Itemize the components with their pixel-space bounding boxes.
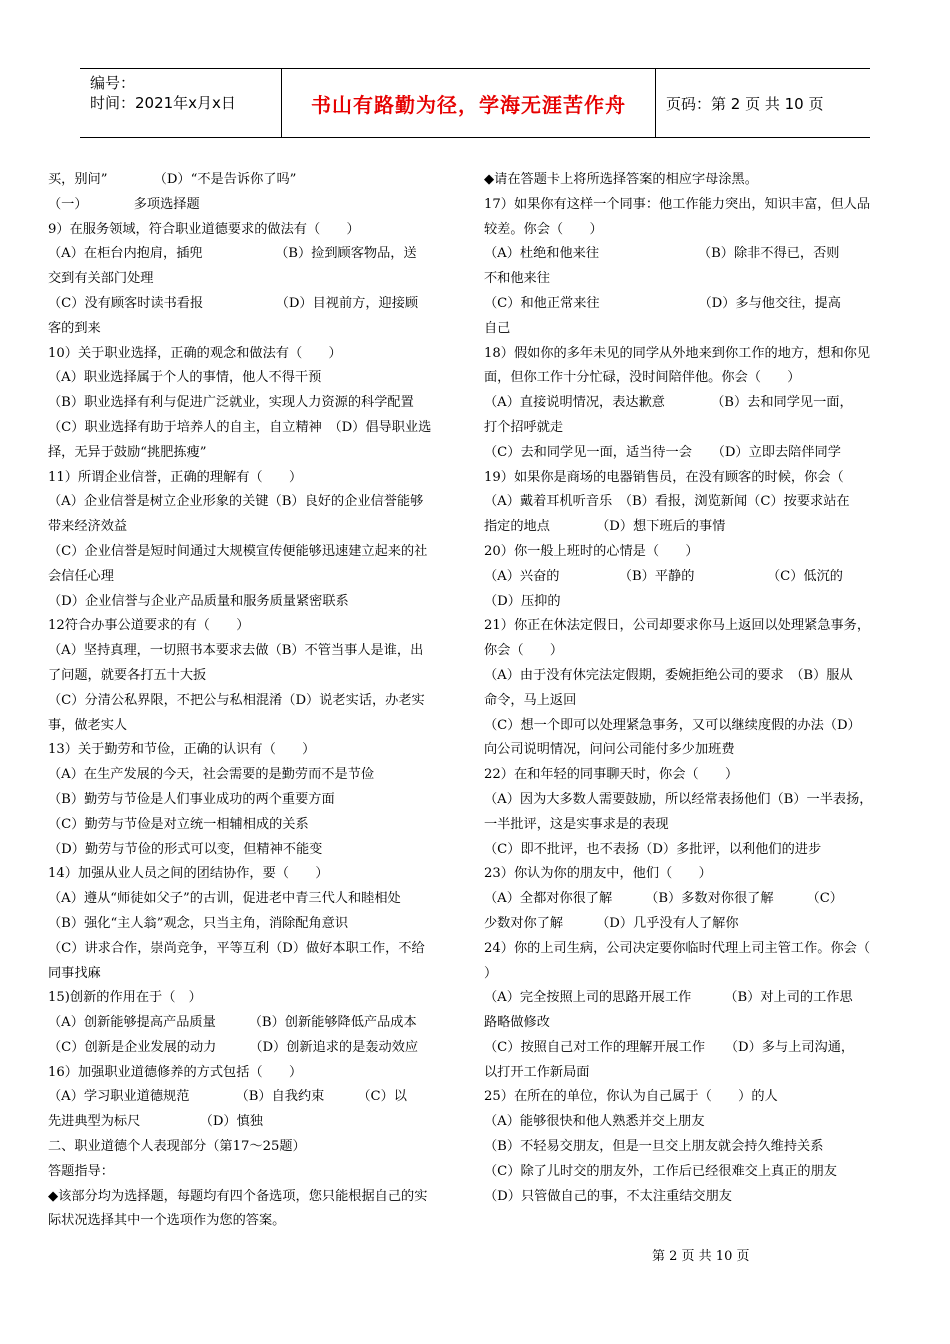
text-line: 会信任心理 xyxy=(48,568,114,584)
text-line: 9）在服务领域，符合职业道德要求的做法有（ ） xyxy=(48,221,360,237)
text-line: 向公司说明情况，问问公司能付多少加班费 xyxy=(484,742,735,758)
text-line: 自己 xyxy=(484,320,511,336)
text-line: （C）勤劳与节俭是对立统一相辅相成的关系 xyxy=(48,816,309,832)
text-line: 你会（ ） xyxy=(484,643,564,659)
text-line: 20）你一般上班时的心情是（ ） xyxy=(484,543,699,559)
left-column xyxy=(48,168,468,1234)
text-line: （A）杜绝和他来往 （B）除非不得已，否则 xyxy=(484,246,840,262)
text-line: （一） 多项选择题 xyxy=(48,196,200,212)
text-line: （A）职业选择属于个人的事情，他人不得干预 xyxy=(48,370,322,386)
text-line: 15)创新的作用在于（ ） xyxy=(48,990,202,1006)
text-line: 一半批评，这是实事求是的表现 xyxy=(484,816,669,832)
text-line: 路略做修改 xyxy=(484,1015,550,1031)
text-line: 13）关于勤劳和节俭，正确的认识有（ ） xyxy=(48,742,316,758)
right-column xyxy=(484,168,902,1209)
text-line: 指定的地点 （D）想下班后的事情 xyxy=(484,519,726,535)
text-line: （C）企业信誉是短时间通过大规模宣传便能够迅速建立起来的社 xyxy=(48,543,428,559)
text-line: 交到有关部门处理 xyxy=(48,271,154,287)
text-line: 12符合办事公道要求的有（ ） xyxy=(48,618,250,634)
text-line: （B）不轻易交朋友，但是一旦交上朋友就会持久维持关系 xyxy=(484,1139,824,1155)
text-line: 10）关于职业选择，正确的观念和做法有（ ） xyxy=(48,345,342,361)
page-footer: 第 2 页 共 10 页 xyxy=(652,1249,750,1264)
header-motto: 书山有路勤为径，学海无涯苦作舟 xyxy=(282,69,656,137)
text-line: （D）压抑的 xyxy=(484,593,561,609)
text-line: （A）兴奋的 （B）平静的 （C）低沉的 xyxy=(484,568,843,584)
text-line: 同事找麻 xyxy=(48,965,101,981)
text-line: （C）没有顾客时读书看报 （D）目视前方，迎接顾 xyxy=(48,295,419,311)
text-line: ◆该部分均为选择题，每题均有四个备选项，您只能根据自己的实 xyxy=(48,1188,428,1204)
text-line: （A）在柜台内抱肩，插兜 （B）捡到顾客物品，送 xyxy=(48,246,417,262)
text-line: 答题指导： xyxy=(48,1163,114,1179)
text-line: （D）勤劳与节俭的形式可以变，但精神不能变 xyxy=(48,841,323,857)
header-page-number: 页码：第 2 页 共 10 页 xyxy=(666,94,824,113)
header-meta xyxy=(80,69,282,137)
text-line: （C）分清公私界限，不把公与私相混淆（D）说老实话，办老实 xyxy=(48,692,425,708)
text-line: （A）戴着耳机听音乐 （B）看报，浏览新闻（C）按要求站在 xyxy=(484,494,850,510)
text-line: 事，做老实人 xyxy=(48,717,128,733)
text-line: （B）勤劳与节俭是人们事业成功的两个重要方面 xyxy=(48,791,335,807)
text-line: 买，别问” （D）“不是告诉你了吗” xyxy=(48,172,297,187)
text-line: （B）强化“主人翁”观念，只当主角，消除配角意识 xyxy=(48,915,349,931)
text-line: 11）所谓企业信誉，正确的理解有（ ） xyxy=(48,469,303,485)
text-line: （A）完全按照上司的思路开展工作 （B）对上司的工作思 xyxy=(484,990,853,1006)
text-line: 命令，马上返回 xyxy=(484,692,577,708)
text-line: （A）因为大多数人需要鼓励，所以经常表扬他们（B）一半表扬， xyxy=(484,791,873,807)
document-number: 编号： xyxy=(90,74,136,92)
text-line: （A）遵从“师徒如父子”的古训，促进老中青三代人和睦相处 xyxy=(48,891,401,907)
text-line: （C）除了儿时交的朋友外，工作后已经很难交上真正的朋友 xyxy=(484,1163,837,1179)
text-line: （A）直接说明情况，表达歉意 （B）去和同学见一面， xyxy=(484,395,853,411)
text-line: 25）在所在的单位，你认为自己属于（ ）的人 xyxy=(484,1089,778,1105)
text-line: 23）你认为你的朋友中，他们（ ） xyxy=(484,866,712,882)
text-line: 客的到来 xyxy=(48,320,101,336)
text-line: （A）学习职业道德规范 （B）自我约束 （C）以 xyxy=(48,1089,407,1105)
text-line: （C）讲求合作，崇尚竞争，平等互利（D）做好本职工作，不给 xyxy=(48,940,425,956)
text-line: （C）即不批评，也不表扬（D）多批评，以利他们的进步 xyxy=(484,841,822,857)
text-line: （C）职业选择有助于培养人的自主，自立精神 （D）倡导职业选 xyxy=(48,419,432,435)
text-line: 18）假如你的多年未见的同学从外地来到你工作的地方，想和你见 xyxy=(484,345,871,361)
text-line: ◆请在答题卡上将所选择答案的相应字母涂黑。 xyxy=(484,172,758,187)
text-line: （A）创新能够提高产品质量 （B）创新能够降低产品成本 xyxy=(48,1015,417,1031)
text-line: （A）在生产发展的今天，社会需要的是勤劳而不是节俭 xyxy=(48,767,375,783)
text-line: 17）如果你有这样一个同事：他工作能力突出，知识丰富，但人品 xyxy=(484,196,871,212)
text-line: 较差。你会（ ） xyxy=(484,221,603,237)
text-line: （A）能够很快和他人熟悉并交上朋友 xyxy=(484,1114,705,1130)
page-header xyxy=(80,68,870,138)
text-line: 择，无异于鼓励“挑肥拣瘦” xyxy=(48,444,207,460)
text-line: 24）你的上司生病，公司决定要你临时代理上司主管工作。你会（ xyxy=(484,940,871,956)
text-line: 以打开工作新局面 xyxy=(484,1064,590,1080)
text-line: 14）加强从业人员之间的团结协作，要（ ） xyxy=(48,866,329,882)
text-line: 际状况选择其中一个选项作为您的答案。 xyxy=(48,1213,286,1229)
text-line: （C）创新是企业发展的动力 （D）创新追求的是轰动效应 xyxy=(48,1039,419,1055)
text-line: （D）企业信誉与企业产品质量和服务质量紧密联系 xyxy=(48,593,349,609)
text-line: 带来经济效益 xyxy=(48,519,128,535)
text-line: 21）你正在休法定假日，公司却要求你马上返回以处理紧急事务， xyxy=(484,618,871,634)
text-line: （A）企业信誉是树立企业形象的关键（B）良好的企业信誉能够 xyxy=(48,494,424,510)
text-line: 打个招呼就走 xyxy=(484,419,564,435)
text-line: 22）在和年轻的同事聊天时，你会（ ） xyxy=(484,767,739,783)
text-line: （A）坚持真理，一切照书本要求去做（B）不管当事人是谁，出 xyxy=(48,643,424,659)
text-line: 不和他来往 xyxy=(484,271,550,287)
text-line: ） xyxy=(484,965,498,981)
text-line: （B）职业选择有利与促进广泛就业，实现人力资源的科学配置 xyxy=(48,395,414,411)
text-line: 二、职业道德个人表现部分（第17～25题） xyxy=(48,1139,306,1155)
text-line: （D）只管做自己的事，不太注重结交朋友 xyxy=(484,1188,732,1204)
text-line: （C）想一个即可以处理紧急事务，又可以继续度假的办法（D） xyxy=(484,717,861,733)
text-line: 少数对你了解 （D）几乎没有人了解你 xyxy=(484,915,739,931)
text-line: 了问题，就要各打五十大扳 xyxy=(48,667,207,683)
text-line: （C）按照自己对工作的理解开展工作 （D）多与上司沟通， xyxy=(484,1039,855,1055)
text-line: 面，但你工作十分忙碌，没时间陪伴他。你会（ ） xyxy=(484,370,801,386)
text-line: （A）由于没有休完法定假期，委婉拒绝公司的要求 （B）服从 xyxy=(484,667,853,683)
text-line: （A）全都对你很了解 （B）多数对你很了解 （C） xyxy=(484,891,843,907)
text-line: 先进典型为标尺 （D）慎独 xyxy=(48,1114,263,1130)
text-line: （C）去和同学见一面，适当待一会 （D）立即去陪伴同学 xyxy=(484,444,841,460)
text-line: 16）加强职业道德修养的方式包括（ ） xyxy=(48,1064,303,1080)
text-line: （C）和他正常来往 （D）多与他交往，提高 xyxy=(484,295,841,311)
text-line: 19）如果你是商场的电器销售员，在没有顾客的时候，你会（ xyxy=(484,469,844,485)
document-date: 时间：2021年x月x日 xyxy=(90,94,236,112)
